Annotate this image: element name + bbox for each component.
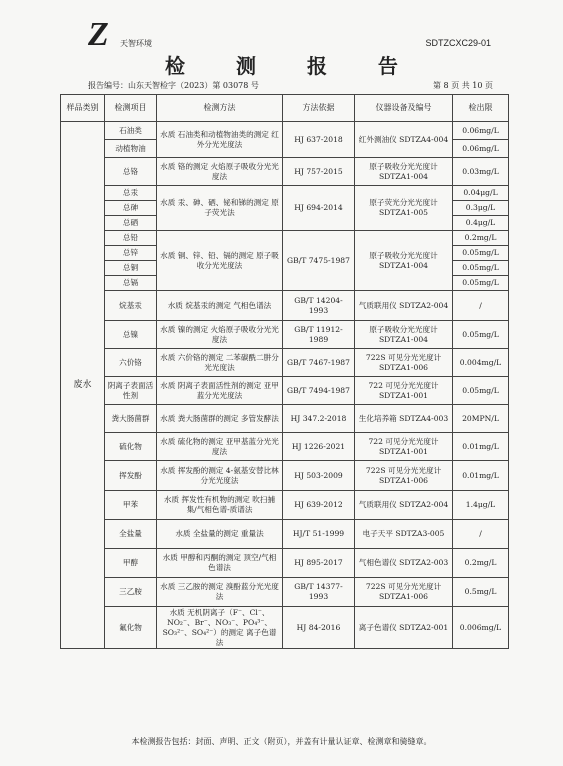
basis-cell: HJ 694-2014	[283, 186, 355, 231]
report-footer-note: 本检测报告包括：封面、声明、正文（附页），并盖有计量认证章、检测章和骑缝章。	[131, 737, 432, 746]
item-cell: 硫化物	[105, 433, 157, 461]
limit-cell: 0.05mg/L	[453, 246, 509, 261]
table-row	[61, 349, 509, 377]
item-cell: 总硒	[105, 216, 157, 231]
table-row	[61, 607, 509, 649]
method-cell: 水质 铜、锌、铅、镉的测定 原子吸收分光光度法	[157, 231, 283, 291]
instrument-cell: 原子吸收分光光度计 SDTZA1-004	[355, 158, 453, 186]
limit-cell: 0.2mg/L	[453, 549, 509, 578]
page-indicator: 第 8 页 共 10 页	[433, 81, 493, 90]
item-cell: 甲醇	[105, 549, 157, 578]
method-cell: 水质 阴离子表面活性剂的测定 亚甲蓝分光光度法	[157, 377, 283, 405]
basis-cell: HJ 639-2012	[283, 491, 355, 520]
table-row	[61, 433, 509, 461]
instrument-cell: 原子荧光分光光度计 SDTZA1-005	[355, 186, 453, 231]
report-number: 报告编号：山东天智检字（2023）第 03078 号	[88, 81, 259, 90]
instrument-cell: 722S 可见分光光度计 SDTZA1-006	[355, 461, 453, 491]
table-row	[61, 461, 509, 491]
basis-cell: HJ 637-2018	[283, 122, 355, 158]
item-cell: 动植物油	[105, 140, 157, 158]
limit-cell: 0.2mg/L	[453, 231, 509, 246]
limit-cell: 1.4μg/L	[453, 491, 509, 520]
method-cell: 水质 粪大肠菌群的测定 多管发酵法	[157, 405, 283, 433]
item-cell: 挥发酚	[105, 461, 157, 491]
limit-cell: 0.05mg/L	[453, 261, 509, 276]
table-row	[61, 520, 509, 549]
limit-cell: 0.06mg/L	[453, 140, 509, 158]
page-title: 检 测 报 告	[165, 54, 420, 78]
limit-cell: 0.05mg/L	[453, 321, 509, 349]
method-cell: 水质 石油类和动植物油类的测定 红外分光光度法	[157, 122, 283, 158]
item-cell: 石油类	[105, 122, 157, 140]
instrument-cell: 生化培养箱 SDTZA4-003	[355, 405, 453, 433]
limit-cell: 0.05mg/L	[453, 276, 509, 291]
logo-text: 天智环境	[120, 39, 152, 48]
table-row	[61, 158, 509, 186]
item-cell: 烷基汞	[105, 291, 157, 321]
basis-cell: GB/T 14204-1993	[283, 291, 355, 321]
limit-cell: /	[453, 520, 509, 549]
limit-cell: 0.01mg/L	[453, 461, 509, 491]
table-row	[61, 377, 509, 405]
col-header-item: 检测项目	[105, 95, 157, 122]
instrument-cell: 原子吸收分光光度计 SDTZA1-004	[355, 321, 453, 349]
limit-cell: 0.3μg/L	[453, 201, 509, 216]
item-cell: 总镉	[105, 276, 157, 291]
method-cell: 水质 镍的测定 火焰原子吸收分光光度法	[157, 321, 283, 349]
basis-cell: GB/T 7467-1987	[283, 349, 355, 377]
basis-cell: HJ 84-2016	[283, 607, 355, 649]
report-meta	[88, 80, 493, 91]
table-row	[61, 122, 509, 140]
doc-code: SDTZCXC29-01	[425, 38, 491, 48]
method-cell: 水质 无机阴离子（F⁻、Cl⁻、NO₂⁻、Br⁻、NO₃⁻、PO₄³⁻、SO₃²⁻、SO₄²⁻）的测定 离子色谱法	[157, 607, 283, 649]
method-cell: 水质 硫化物的测定 亚甲基蓝分光光度法	[157, 433, 283, 461]
instrument-cell: 红外测油仪 SDTZA4-004	[355, 122, 453, 158]
limit-cell: 0.006mg/L	[453, 607, 509, 649]
basis-cell: GB/T 14377-1993	[283, 578, 355, 607]
method-cell: 水质 三乙胺的测定 溴酚蓝分光光度法	[157, 578, 283, 607]
instrument-cell: 电子天平 SDTZA3-005	[355, 520, 453, 549]
item-cell: 三乙胺	[105, 578, 157, 607]
item-cell: 总砷	[105, 201, 157, 216]
limit-cell: 0.01mg/L	[453, 433, 509, 461]
basis-cell: HJ 347.2-2018	[283, 405, 355, 433]
table-row	[61, 405, 509, 433]
table-row	[61, 321, 509, 349]
basis-cell: GB/T 11912-1989	[283, 321, 355, 349]
item-cell: 总镍	[105, 321, 157, 349]
method-cell: 水质 挥发性有机物的测定 吹扫捕集/气相色谱-质谱法	[157, 491, 283, 520]
method-cell: 水质 汞、砷、硒、铋和锑的测定 原子荧光法	[157, 186, 283, 231]
method-cell: 水质 六价铬的测定 二苯碳酰二肼分光光度法	[157, 349, 283, 377]
table-row	[61, 491, 509, 520]
method-cell: 水质 烷基汞的测定 气相色谱法	[157, 291, 283, 321]
instrument-cell: 722 可见分光光度计 SDTZA1-001	[355, 433, 453, 461]
method-cell: 水质 甲醇和丙酮的测定 顶空/气相色谱法	[157, 549, 283, 578]
basis-cell: GB/T 7494-1987	[283, 377, 355, 405]
basis-cell: HJ 1226-2021	[283, 433, 355, 461]
col-header-limit: 检出限	[453, 95, 509, 122]
col-header-basis: 方法依据	[283, 95, 355, 122]
instrument-cell: 气相色谱仪 SDTZA2-003	[355, 549, 453, 578]
item-cell: 总铜	[105, 261, 157, 276]
limit-cell: /	[453, 291, 509, 321]
limit-cell: 0.05mg/L	[453, 377, 509, 405]
item-cell: 阴离子表面活性剂	[105, 377, 157, 405]
item-cell: 全盐量	[105, 520, 157, 549]
instrument-cell: 722S 可见分光光度计 SDTZA1-006	[355, 349, 453, 377]
basis-cell: HJ/T 51-1999	[283, 520, 355, 549]
item-cell: 总铅	[105, 231, 157, 246]
table-row	[61, 549, 509, 578]
results-table	[60, 94, 509, 649]
item-cell: 氟化物	[105, 607, 157, 649]
instrument-cell: 原子吸收分光光度计 SDTZA1-004	[355, 231, 453, 291]
table-row	[61, 578, 509, 607]
company-logo	[88, 16, 152, 53]
basis-cell: HJ 895-2017	[283, 549, 355, 578]
limit-cell: 0.5mg/L	[453, 578, 509, 607]
limit-cell: 0.06mg/L	[453, 122, 509, 140]
table-row	[61, 231, 509, 246]
method-cell: 水质 全盐量的测定 重量法	[157, 520, 283, 549]
instrument-cell: 气质联用仪 SDTZA2-004	[355, 491, 453, 520]
item-cell: 总汞	[105, 186, 157, 201]
logo-mark: Z	[88, 16, 109, 53]
item-cell: 总锌	[105, 246, 157, 261]
basis-cell: HJ 503-2009	[283, 461, 355, 491]
instrument-cell: 气质联用仪 SDTZA2-004	[355, 291, 453, 321]
item-cell: 粪大肠菌群	[105, 405, 157, 433]
basis-cell: GB/T 7475-1987	[283, 231, 355, 291]
instrument-cell: 722 可见分光光度计 SDTZA1-001	[355, 377, 453, 405]
basis-cell: HJ 757-2015	[283, 158, 355, 186]
method-cell: 水质 挥发酚的测定 4-氨基安替比林分光光度法	[157, 461, 283, 491]
limit-cell: 0.03mg/L	[453, 158, 509, 186]
item-cell: 甲苯	[105, 491, 157, 520]
table-row	[61, 186, 509, 201]
limit-cell: 0.4μg/L	[453, 216, 509, 231]
col-header-instrument: 仪器设备及编号	[355, 95, 453, 122]
col-header-method: 检测方法	[157, 95, 283, 122]
item-cell: 总铬	[105, 158, 157, 186]
col-header-category: 样品类别	[61, 95, 105, 122]
limit-cell: 20MPN/L	[453, 405, 509, 433]
sample-category: 废水	[61, 122, 105, 649]
limit-cell: 0.04μg/L	[453, 186, 509, 201]
limit-cell: 0.004mg/L	[453, 349, 509, 377]
method-cell: 水质 铬的测定 火焰原子吸收分光光度法	[157, 158, 283, 186]
instrument-cell: 722S 可见分光光度计 SDTZA1-006	[355, 578, 453, 607]
table-header-row	[61, 95, 509, 122]
item-cell: 六价铬	[105, 349, 157, 377]
instrument-cell: 离子色谱仪 SDTZA2-001	[355, 607, 453, 649]
table-row	[61, 291, 509, 321]
